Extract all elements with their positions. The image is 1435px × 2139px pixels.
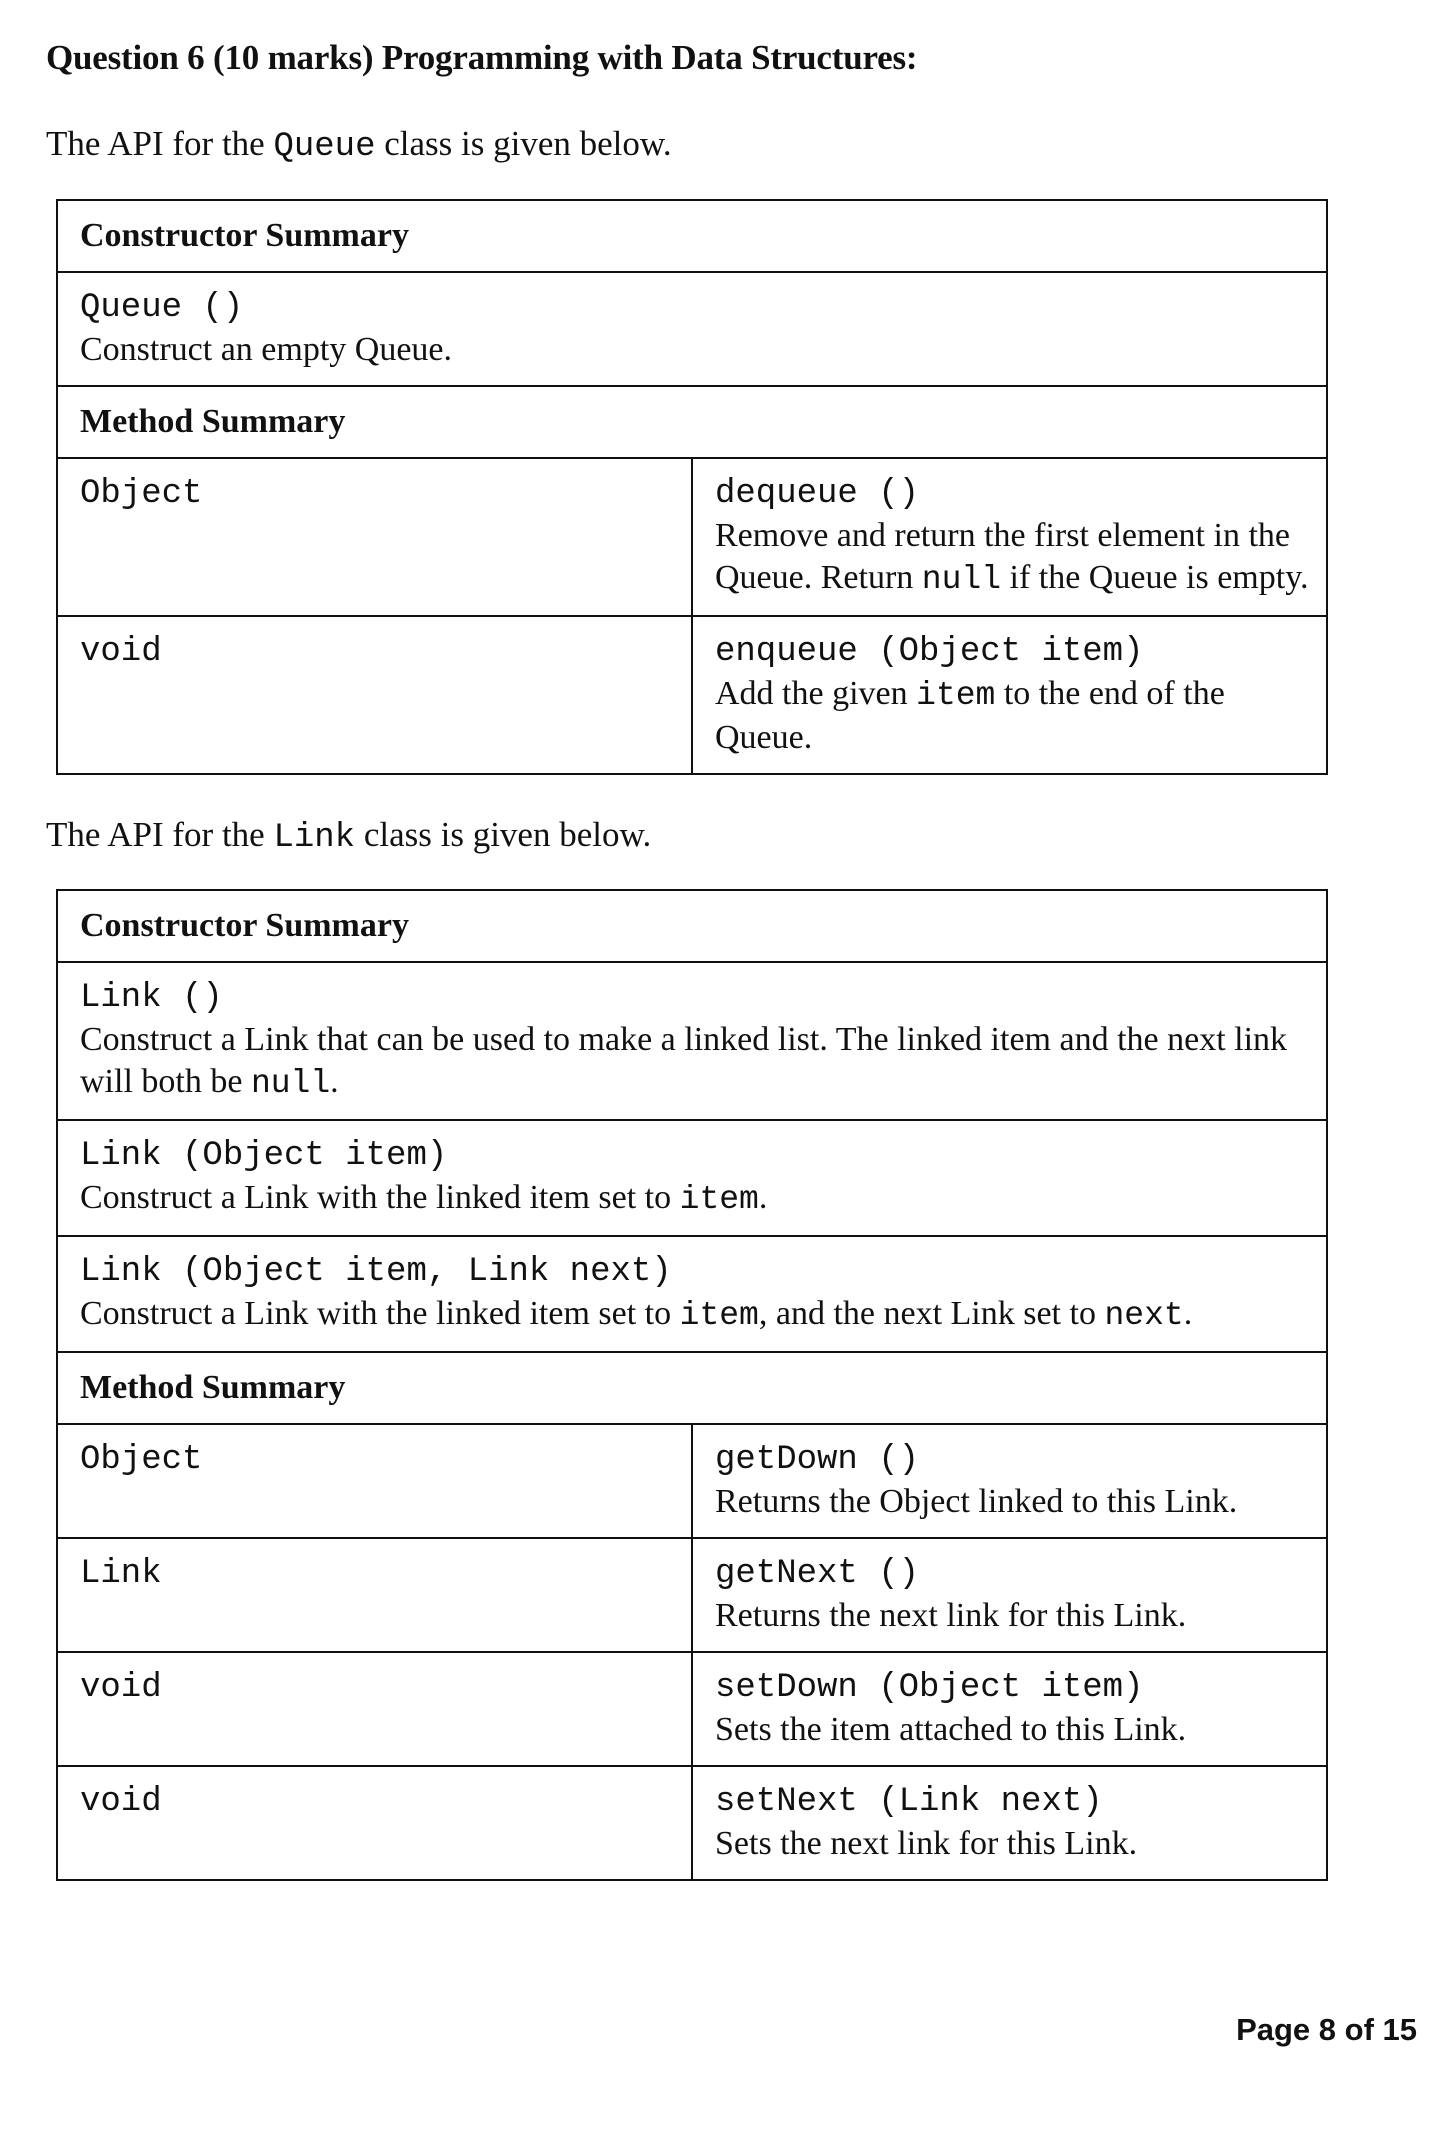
method-description: Sets the next link for this Link. (715, 1825, 1138, 1862)
constructor-row (57, 1120, 1327, 1236)
method-summary-header: Method Summary (57, 1352, 1327, 1424)
link-intro: The API for the Link class is given below. (46, 815, 652, 857)
method-row (57, 1652, 1327, 1766)
queue-intro: The API for the Queue class is given below. (46, 124, 672, 166)
method-signature: getDown () (715, 1441, 920, 1479)
constructor-row (57, 272, 1327, 386)
constructor-signature: Link (Object item, Link next) (80, 1253, 672, 1291)
method-row (57, 616, 1327, 774)
method-signature: enqueue (Object item) (715, 633, 1144, 671)
method-return-type: Link (57, 1538, 692, 1652)
method-signature: setDown (Object item) (715, 1669, 1144, 1707)
constructor-description: Construct a Link with the linked item set to item, and the next Link set to next. (80, 1295, 1193, 1334)
method-signature: setNext (Link next) (715, 1783, 1103, 1821)
constructor-signature: Queue () (80, 289, 244, 327)
queue-api-table (56, 199, 1328, 775)
page-number: Page 8 of 15 (1236, 2012, 1417, 2047)
constructor-description: Construct a Link with the linked item set to item. (80, 1179, 768, 1218)
method-description: Add the given item to the end of the Queue. (715, 675, 1225, 756)
method-summary-header: Method Summary (57, 386, 1327, 458)
method-signature: dequeue () (715, 475, 920, 513)
method-description: Sets the item attached to this Link. (715, 1711, 1187, 1748)
constructor-description: Construct a Link that can be used to make a linked list. The linked item and the next link will both be null. (80, 1021, 1288, 1102)
method-row (57, 1766, 1327, 1880)
constructor-row (57, 1236, 1327, 1352)
constructor-summary-header: Constructor Summary (57, 890, 1327, 962)
method-description: Returns the next link for this Link. (715, 1597, 1187, 1634)
queue-class-name: Queue (273, 128, 376, 166)
method-row (57, 1538, 1327, 1652)
method-return-type: Object (57, 1424, 692, 1538)
constructor-signature: Link (Object item) (80, 1137, 448, 1175)
constructor-summary-header: Constructor Summary (57, 200, 1327, 272)
method-signature: getNext () (715, 1555, 920, 1593)
constructor-signature: Link () (80, 979, 223, 1017)
method-return-type: Object (57, 458, 692, 616)
method-return-type: void (57, 616, 692, 774)
method-description: Returns the Object linked to this Link. (715, 1483, 1238, 1520)
constructor-row (57, 962, 1327, 1120)
method-return-type: void (57, 1652, 692, 1766)
constructor-description: Construct an empty Queue. (80, 331, 453, 368)
link-api-table (56, 889, 1328, 1881)
method-return-type: void (57, 1766, 692, 1880)
link-class-name: Link (273, 819, 356, 857)
method-description: Remove and return the first element in the Queue. Return null if the Queue is empty. (715, 517, 1309, 598)
method-row (57, 1424, 1327, 1538)
method-row (57, 458, 1327, 616)
question-title: Question 6 (10 marks) Programming with Data Structures: (46, 38, 918, 77)
